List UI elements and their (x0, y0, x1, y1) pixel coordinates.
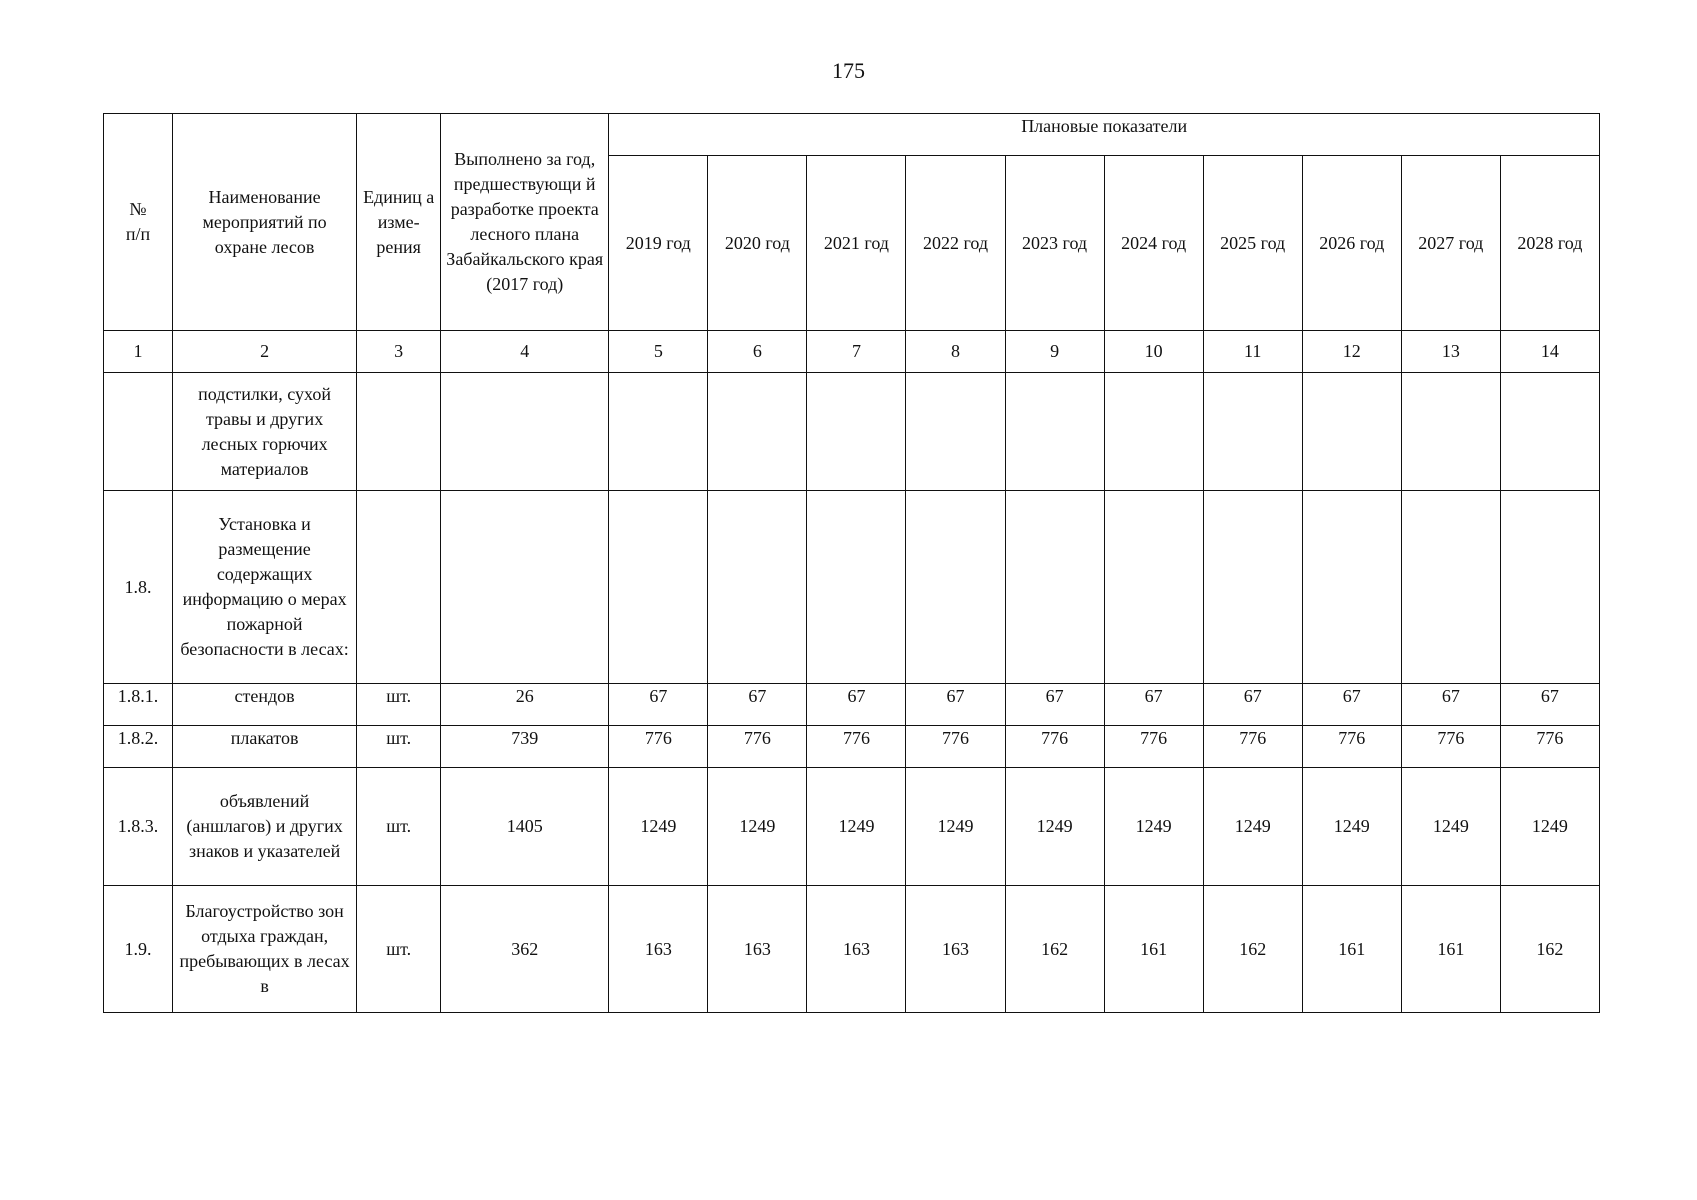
header-done: Выполнено за год, предшествующи й разработке проекта лесного плана Забайкальского края (2017 год) (441, 114, 609, 331)
row-plan-value (1005, 491, 1104, 684)
header-row-1 (104, 114, 1600, 156)
header-year: 2024 год (1104, 156, 1203, 331)
row-plan-value: 162 (1005, 886, 1104, 1013)
header-year: 2023 год (1005, 156, 1104, 331)
table-row (104, 886, 1600, 1013)
row-name: Установка и размещение содержащих информацию о мерах пожарной безопасности в лесах: (173, 491, 357, 684)
column-number: 2 (173, 331, 357, 373)
row-plan-value (1104, 491, 1203, 684)
row-name: плакатов (173, 726, 357, 768)
row-plan-value: 1249 (807, 768, 906, 886)
row-plan-value: 161 (1104, 886, 1203, 1013)
row-unit: шт. (357, 886, 441, 1013)
row-plan-value: 163 (906, 886, 1005, 1013)
row-plan-value: 776 (807, 726, 906, 768)
row-plan-value: 67 (609, 684, 708, 726)
row-plan-value (1500, 491, 1599, 684)
row-name: подстилки, сухой травы и других лесных горючих материалов (173, 373, 357, 491)
row-number (104, 373, 173, 491)
row-plan-value (609, 491, 708, 684)
row-plan-value: 162 (1500, 886, 1599, 1013)
row-unit: шт. (357, 726, 441, 768)
row-done-value: 739 (441, 726, 609, 768)
row-plan-value: 776 (1005, 726, 1104, 768)
row-plan-value: 1249 (1203, 768, 1302, 886)
header-column-numbers-row (104, 331, 1600, 373)
row-done-value (441, 373, 609, 491)
row-done-value: 26 (441, 684, 609, 726)
row-plan-value: 776 (708, 726, 807, 768)
header-plan: Плановые показатели (609, 114, 1600, 156)
row-plan-value: 776 (1500, 726, 1599, 768)
page-number: 175 (832, 58, 865, 83)
row-plan-value: 163 (609, 886, 708, 1013)
row-plan-value: 161 (1401, 886, 1500, 1013)
column-number: 11 (1203, 331, 1302, 373)
column-number: 3 (357, 331, 441, 373)
row-done-value: 362 (441, 886, 609, 1013)
row-plan-value: 1249 (1005, 768, 1104, 886)
column-number: 14 (1500, 331, 1599, 373)
row-plan-value: 67 (1005, 684, 1104, 726)
row-unit (357, 491, 441, 684)
row-plan-value: 776 (1302, 726, 1401, 768)
row-plan-value (609, 373, 708, 491)
row-plan-value: 776 (1401, 726, 1500, 768)
row-plan-value: 776 (906, 726, 1005, 768)
row-plan-value: 1249 (708, 768, 807, 886)
column-number: 7 (807, 331, 906, 373)
header-year: 2022 год (906, 156, 1005, 331)
row-plan-value (1401, 373, 1500, 491)
column-number: 10 (1104, 331, 1203, 373)
header-year: 2026 год (1302, 156, 1401, 331)
row-number: 1.8.3. (104, 768, 173, 886)
header-year: 2028 год (1500, 156, 1599, 331)
column-number: 5 (609, 331, 708, 373)
header-year: 2019 год (609, 156, 708, 331)
row-plan-value: 67 (1401, 684, 1500, 726)
row-plan-value: 161 (1302, 886, 1401, 1013)
row-plan-value (1500, 373, 1599, 491)
row-number: 1.8. (104, 491, 173, 684)
row-plan-value (708, 373, 807, 491)
header-year: 2021 год (807, 156, 906, 331)
row-plan-value: 1249 (1401, 768, 1500, 886)
row-plan-value: 67 (1203, 684, 1302, 726)
row-plan-value: 1249 (609, 768, 708, 886)
row-plan-value (807, 491, 906, 684)
row-plan-value: 1249 (1500, 768, 1599, 886)
row-plan-value: 776 (1104, 726, 1203, 768)
row-name: Благоустройство зон отдыха граждан, пребывающих в лесах в (173, 886, 357, 1013)
column-number: 1 (104, 331, 173, 373)
row-done-value (441, 491, 609, 684)
row-number: 1.8.2. (104, 726, 173, 768)
row-plan-value: 162 (1203, 886, 1302, 1013)
table-row (104, 768, 1600, 886)
row-plan-value (1203, 491, 1302, 684)
forest-protection-table (103, 113, 1600, 1013)
row-plan-value: 776 (609, 726, 708, 768)
row-plan-value: 1249 (906, 768, 1005, 886)
row-plan-value (1302, 491, 1401, 684)
column-number: 8 (906, 331, 1005, 373)
row-done-value: 1405 (441, 768, 609, 886)
column-number: 6 (708, 331, 807, 373)
row-plan-value: 1249 (1302, 768, 1401, 886)
row-plan-value: 1249 (1104, 768, 1203, 886)
row-plan-value: 67 (1500, 684, 1599, 726)
row-unit: шт. (357, 684, 441, 726)
column-number: 9 (1005, 331, 1104, 373)
table-row (104, 684, 1600, 726)
row-plan-value (1302, 373, 1401, 491)
row-plan-value (708, 491, 807, 684)
header-name: Наименование мероприятий по охране лесов (173, 114, 357, 331)
table-row (104, 726, 1600, 768)
header-year: 2027 год (1401, 156, 1500, 331)
row-plan-value: 67 (807, 684, 906, 726)
header-year: 2020 год (708, 156, 807, 331)
header-num: № п/п (104, 114, 173, 331)
row-unit: шт. (357, 768, 441, 886)
row-plan-value (1005, 373, 1104, 491)
row-plan-value (1401, 491, 1500, 684)
row-plan-value (906, 491, 1005, 684)
row-unit (357, 373, 441, 491)
row-number: 1.9. (104, 886, 173, 1013)
row-plan-value (1203, 373, 1302, 491)
header-unit: Единиц а изме-рения (357, 114, 441, 331)
row-name: объявлений (аншлагов) и других знаков и указателей (173, 768, 357, 886)
row-plan-value: 163 (807, 886, 906, 1013)
row-plan-value: 67 (1104, 684, 1203, 726)
row-plan-value: 776 (1203, 726, 1302, 768)
row-plan-value: 67 (906, 684, 1005, 726)
column-number: 4 (441, 331, 609, 373)
row-plan-value: 163 (708, 886, 807, 1013)
header-year: 2025 год (1203, 156, 1302, 331)
column-number: 13 (1401, 331, 1500, 373)
row-plan-value (906, 373, 1005, 491)
row-plan-value (807, 373, 906, 491)
row-plan-value: 67 (1302, 684, 1401, 726)
table-row (104, 491, 1600, 684)
row-plan-value: 67 (708, 684, 807, 726)
row-plan-value (1104, 373, 1203, 491)
row-name: стендов (173, 684, 357, 726)
column-number: 12 (1302, 331, 1401, 373)
row-number: 1.8.1. (104, 684, 173, 726)
table-row (104, 373, 1600, 491)
